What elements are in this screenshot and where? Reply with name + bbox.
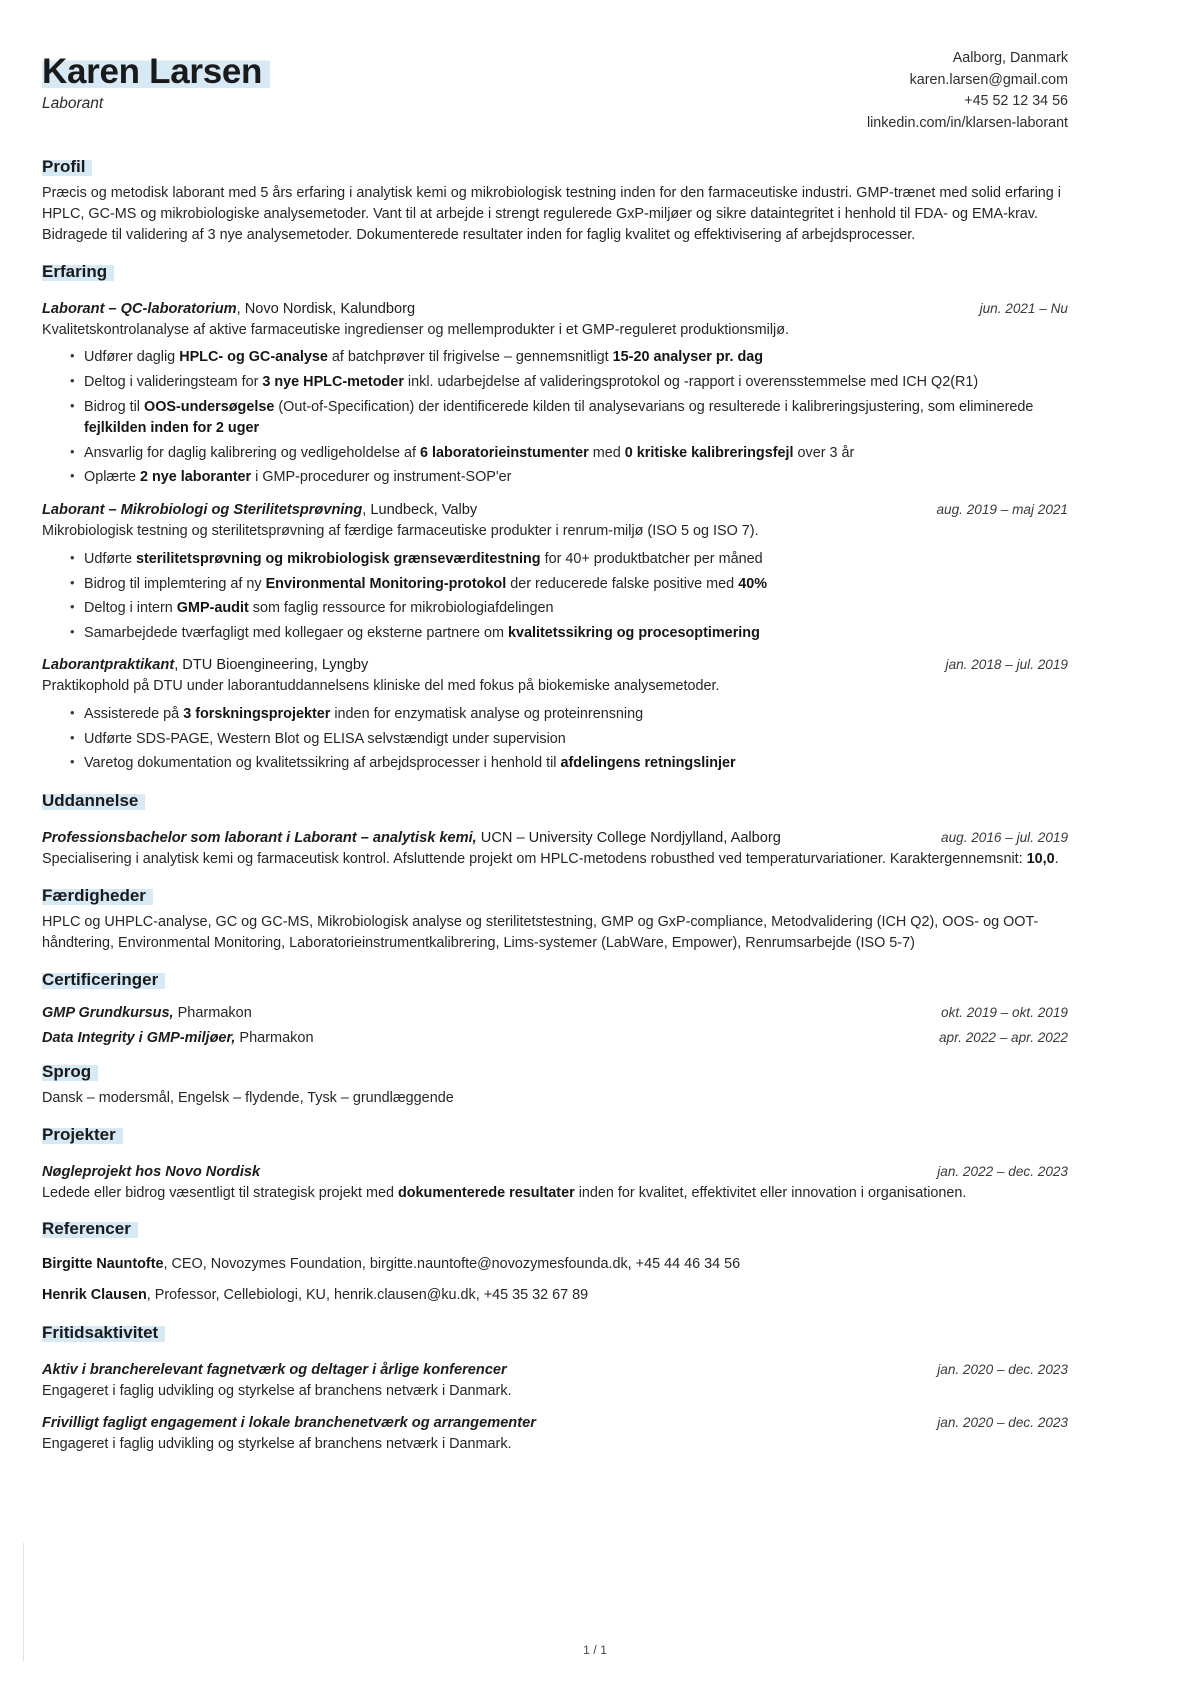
candidate-name: Karen Larsen (42, 54, 270, 91)
experience-entry (42, 301, 1068, 490)
activity-date: jan. 2020 – dec. 2023 (937, 1361, 1068, 1377)
bullet-item: • Udfører daglig HPLC- og GC-analyse af batchprøver til frigivelse – gennemsnitligt 15-20 analyser pr. dag (70, 347, 1068, 369)
experience-role: Laborantpraktikant (42, 657, 175, 674)
project-name: Nøgleprojekt hos Novo Nordisk (42, 1163, 261, 1180)
experience-bullets (42, 549, 1068, 644)
certification-row (42, 1030, 1068, 1046)
experience-date: jan. 2018 – jul. 2019 (945, 657, 1068, 673)
section-referencer (42, 1219, 1068, 1306)
experience-org: , Lundbeck, Valby (362, 502, 478, 519)
section-title-projekter: Projekter (42, 1125, 123, 1145)
education-school: UCN – University College Nordjylland, Aalborg (476, 830, 781, 847)
experience-heading (42, 657, 928, 673)
activity-heading (42, 1415, 919, 1431)
bullet-item: • Deltog i valideringsteam for 3 nye HPLC-metoder inkl. udarbejdelse af valideringsprotokol og -rapport i overensstemmelse med ICH Q2(R1) (70, 372, 1068, 394)
experience-entry-head (42, 502, 1068, 518)
certification-row (42, 1005, 1068, 1021)
activity-summary: Engageret i faglig udvikling og styrkelse af branchens netværk i Danmark. (42, 1382, 512, 1399)
activity-entry-head (42, 1415, 1068, 1431)
section-title-uddannelse: Uddannelse (42, 791, 145, 811)
reference-name: Henrik Clausen (42, 1287, 147, 1304)
activity-name: Aktiv i brancherelevant fagnetværk og deltager i årlige konferencer (42, 1361, 507, 1378)
bullet-item: • Bidrog til OOS-undersøgelse (Out-of-Specification) der identificerede kilden til analysevarians og resulterede i kalibreringsjustering, som eliminerede fejlkilden inden for 2 uger (70, 397, 1068, 440)
project-entry (42, 1164, 1068, 1204)
page-footer: 1 / 1 (582, 1643, 608, 1657)
section-title-fritidsaktivitet: Fritidsaktivitet (42, 1323, 165, 1343)
experience-org: , DTU Bioengineering, Lyngby (174, 657, 369, 674)
reference-details: , Professor, Cellebiologi, KU, henrik.clausen@ku.dk, +45 35 32 67 89 (146, 1287, 589, 1304)
contact-phone[interactable]: +45 52 12 34 56 (964, 93, 1068, 110)
activity-name: Frivilligt fagligt engagement i lokale branchenetværk og arrangementer (42, 1414, 536, 1431)
experience-entry-head (42, 301, 1068, 317)
section-title-certificeringer: Certificeringer (42, 970, 165, 990)
certification-date: okt. 2019 – okt. 2019 (941, 1004, 1068, 1020)
activity-entry-head (42, 1362, 1068, 1378)
bullet-item: • Samarbejdede tværfagligt med kollegaer og eksterne partnere om kvalitetssikring og procesoptimering (70, 623, 1068, 645)
contact-block (867, 44, 1068, 135)
experience-entry (42, 657, 1068, 775)
education-entry (42, 830, 1068, 870)
section-certificeringer (42, 970, 1068, 1046)
section-sprog (42, 1062, 1068, 1109)
experience-summary: Praktikophold på DTU under laborantuddannelsens kliniske del med fokus på biokemiske analysemetoder. (42, 678, 720, 695)
section-erfaring (42, 262, 1068, 776)
education-degree: Professionsbachelor som laborant i Laborant – analytisk kemi, (42, 830, 477, 847)
certification-label (42, 1030, 314, 1046)
reference-item (42, 1254, 1068, 1276)
activity-entry (42, 1415, 1068, 1455)
certification-name: GMP Grundkursus, (42, 1004, 174, 1021)
section-title-profil: Profil (42, 157, 92, 177)
section-profil (42, 157, 1068, 246)
certification-org: Pharmakon (173, 1004, 252, 1021)
activity-summary: Engageret i faglig udvikling og styrkelse af branchens netværk i Danmark. (42, 1435, 512, 1452)
project-summary: Ledede eller bidrog væsentligt til strategisk projekt med dokumenterede resultater inden for kvalitet, effektivitet eller innovation i organisationen. (42, 1184, 967, 1201)
experience-heading (42, 502, 918, 518)
experience-role: Laborant – Mikrobiologi og Sterilitetsprøvning (42, 502, 363, 519)
skills-text: HPLC og UHPLC-analyse, GC og GC-MS, Mikrobiologisk analyse og sterilitetstestning, GMP og GxP-compliance, Metodvalidering (ICH Q2), OOS- og OOT-håndtering, Environmental Monitoring, Laboratorieinstrumentkalibrering, Lims-systemer (LabWare, Empower), Renrumsarbejde (ISO 5-7) (42, 913, 1039, 951)
section-title-erfaring: Erfaring (42, 262, 114, 282)
contact-linkedin[interactable]: linkedin.com/in/klarsen-laborant (866, 115, 1068, 132)
identity-block (42, 44, 270, 113)
section-fritidsaktivitet (42, 1323, 1068, 1455)
experience-heading (42, 301, 962, 317)
experience-entry-head (42, 657, 1068, 673)
project-date: jan. 2022 – dec. 2023 (937, 1163, 1068, 1179)
certification-org: Pharmakon (235, 1029, 314, 1046)
activity-entry (42, 1362, 1068, 1402)
experience-role: Laborant – QC-laboratorium (42, 300, 237, 317)
contact-email[interactable]: karen.larsen@gmail.com (909, 71, 1068, 88)
experience-summary: Kvalitetskontrolanalyse af aktive farmaceutiske ingredienser og mellemprodukter i et GMP-reguleret produktionsmiljø. (42, 321, 790, 338)
resume-header (42, 44, 1068, 135)
experience-date: jun. 2021 – Nu (979, 300, 1068, 316)
project-heading (42, 1164, 919, 1180)
education-entry-head (42, 830, 1068, 846)
candidate-job-title: Laborant (42, 94, 104, 112)
experience-bullets (42, 347, 1068, 489)
experience-bullets (42, 704, 1068, 775)
certification-date: apr. 2022 – apr. 2022 (939, 1029, 1068, 1045)
bullet-item: • Bidrog til implemtering af ny Environmental Monitoring-protokol der reducerede falske positive med 40% (70, 574, 1068, 596)
certification-label (42, 1005, 252, 1021)
experience-summary: Mikrobiologisk testning og sterilitetsprøvning af færdige farmaceutiske produkter i renrum-miljø (ISO 5 og ISO 7). (42, 523, 759, 540)
contact-location: Aalborg, Danmark (952, 50, 1068, 66)
project-entry-head (42, 1164, 1068, 1180)
reference-details: , CEO, Novozymes Foundation, birgitte.nauntofte@novozymesfounda.dk, +45 44 46 34 56 (163, 1256, 741, 1273)
languages-text: Dansk – modersmål, Engelsk – flydende, Tysk – grundlæggende (42, 1089, 454, 1106)
section-title-sprog: Sprog (42, 1062, 98, 1082)
bullet-item: • Deltog i intern GMP-audit som faglig ressource for mikrobiologiafdelingen (70, 598, 1068, 620)
activity-heading (42, 1362, 919, 1378)
certification-name: Data Integrity i GMP-miljøer, (42, 1029, 236, 1046)
experience-org: , Novo Nordisk, Kalundborg (236, 300, 416, 317)
section-title-referencer: Referencer (42, 1219, 138, 1239)
bullet-item: • Varetog dokumentation og kvalitetssikring af arbejdsprocesser i henhold til afdelingens retningslinjer (70, 753, 1068, 775)
bullet-item: • Assisterede på 3 forskningsprojekter inden for enzymatisk analyse og proteinrensning (70, 704, 1068, 726)
activity-date: jan. 2020 – dec. 2023 (937, 1414, 1068, 1430)
education-summary: Specialisering i analytisk kemi og farmaceutisk kontrol. Afsluttende projekt om HPLC-metodens robusthed ved temperaturvariationer. Karaktergennemsnit: 10,0. (42, 851, 1059, 868)
section-projekter (42, 1125, 1068, 1204)
bullet-item: • Udførte SDS-PAGE, Western Blot og ELISA selvstændigt under supervision (70, 729, 1068, 751)
section-faerdigheder (42, 886, 1068, 954)
bullet-item: • Oplærte 2 nye laboranter i GMP-procedurer og instrument-SOP'er (70, 467, 1068, 489)
profil-text: Præcis og metodisk laborant med 5 års erfaring i analytisk kemi og mikrobiologisk testning inden for den farmaceutiske industri. GMP-trænet med solid erfaring i HPLC, GC-MS og mikrobiologiske analysemetoder. Vant til at arbejde i strengt regulerede GxP-miljøer og sikre dataintegritet i henhold til FDA- og EMA-krav. Bidragede til validering af 3 nye analysemetoder. Dokumenterede resultater inden for faglig kvalitet og effektivisering af arbejdsprocesser. (42, 184, 1061, 243)
education-date: aug. 2016 – jul. 2019 (941, 830, 1068, 846)
bullet-item: • Ansvarlig for daglig kalibrering og vedligeholdelse af 6 laboratorieinstumenter med 0 kritiske kalibreringsfejl over 3 år (70, 443, 1068, 465)
education-heading (42, 830, 923, 846)
experience-date: aug. 2019 – maj 2021 (936, 502, 1068, 518)
section-uddannelse (42, 791, 1068, 870)
bullet-item: • Udførte sterilitetsprøvning og mikrobiologisk grænseværditestning for 40+ produktbatcher per måned (70, 549, 1068, 571)
reference-item (42, 1285, 1068, 1307)
experience-entry (42, 502, 1068, 644)
section-title-faerdigheder: Færdigheder (42, 886, 153, 906)
reference-name: Birgitte Nauntofte (42, 1256, 164, 1273)
